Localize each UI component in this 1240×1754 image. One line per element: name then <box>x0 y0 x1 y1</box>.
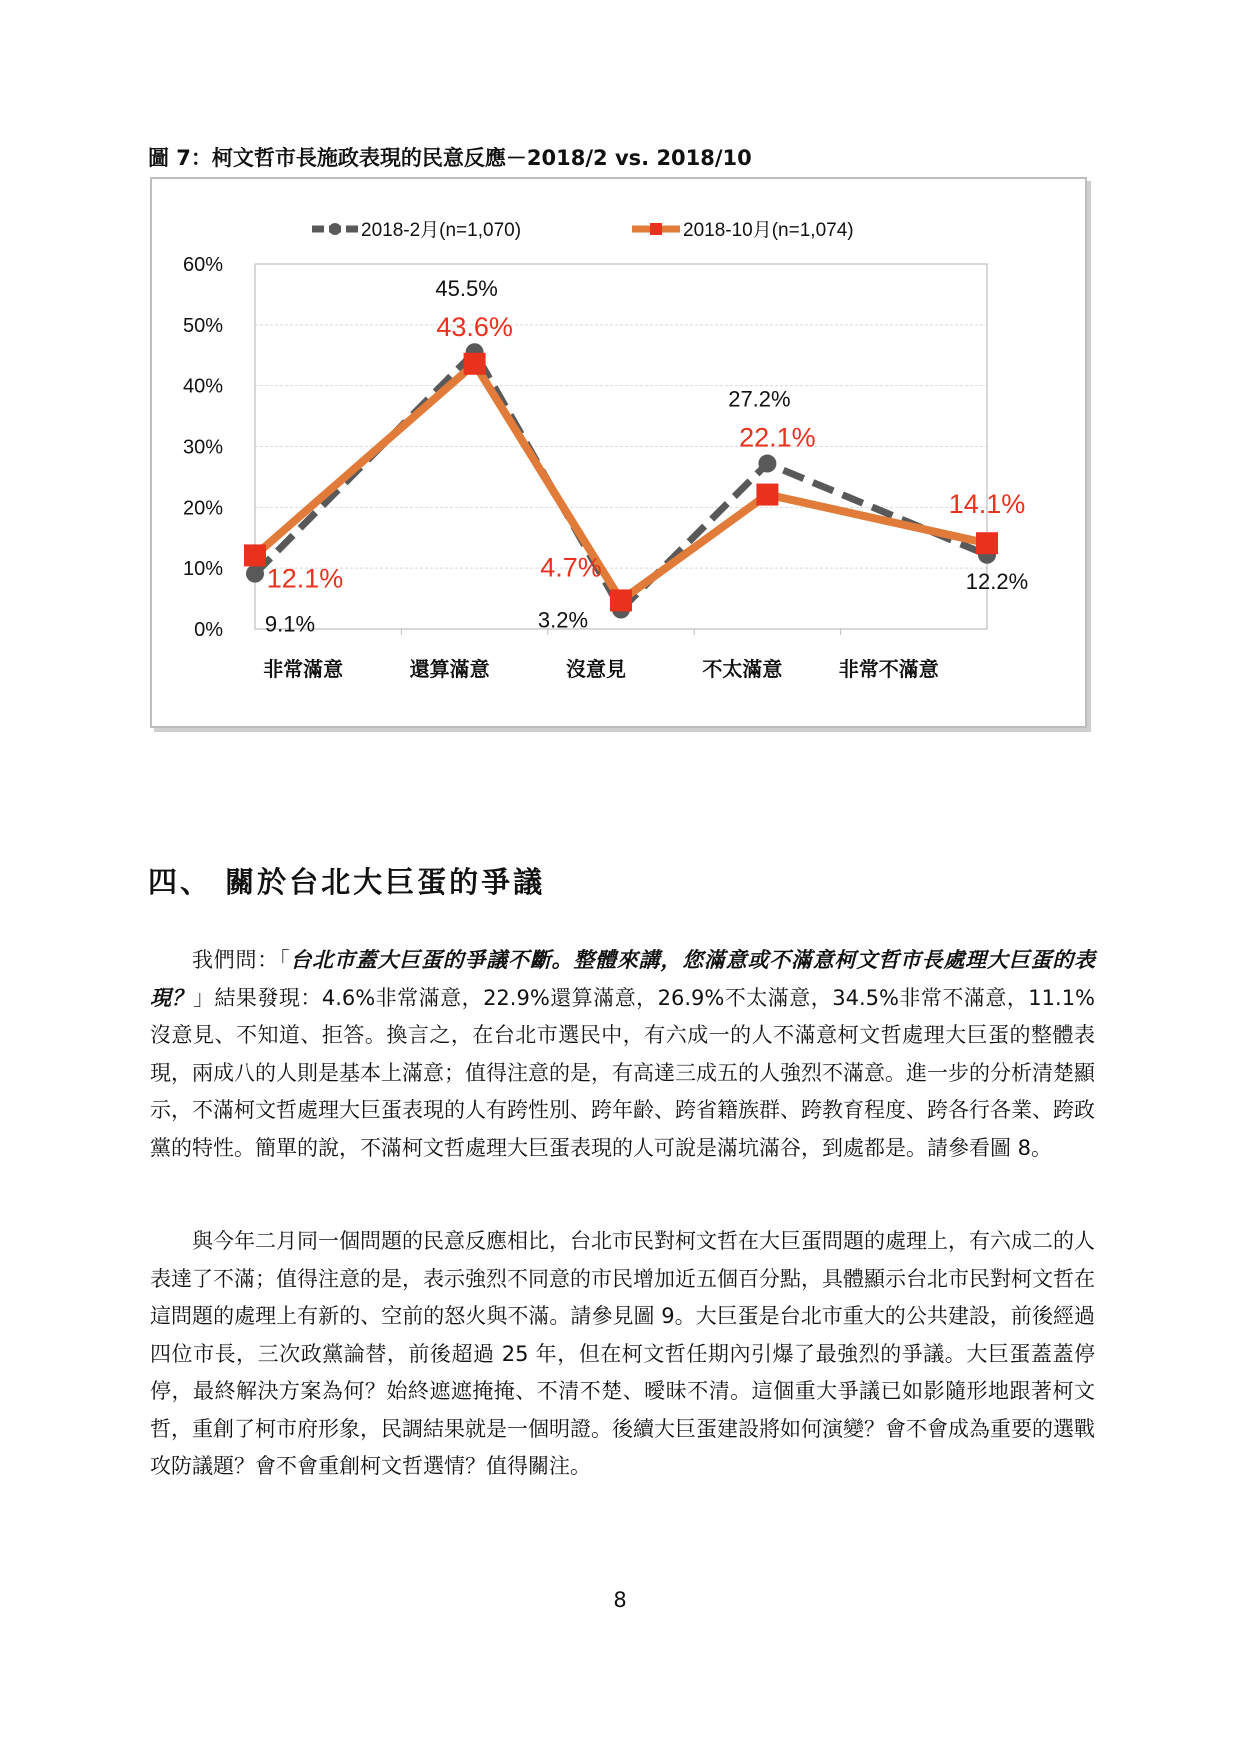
figure-title: 圖 7：柯文哲市長施政表現的民意反應－2018/2 vs. 2018/10 <box>148 146 752 170</box>
y-tick-label: 50% <box>182 314 223 337</box>
y-tick-label: 0% <box>194 619 223 641</box>
legend-label-series-2: 2018-10月(n=1,074) <box>683 220 854 241</box>
x-category-label: 沒意見 <box>566 659 626 681</box>
y-tick-label: 30% <box>182 436 223 459</box>
data-point-oct <box>244 544 266 566</box>
x-category-label: 還算滿意 <box>409 659 490 681</box>
series-line-feb <box>255 352 987 609</box>
series-line-oct <box>255 364 987 601</box>
y-tick-label: 60% <box>182 254 223 276</box>
y-tick-label: 20% <box>182 497 223 520</box>
data-label-feb: 12.2% <box>965 568 1029 594</box>
legend-marker-series-1 <box>329 223 341 235</box>
paragraph-1-prefix: 我們問：「 <box>192 948 291 972</box>
data-label-feb: 9.1% <box>264 611 316 637</box>
paragraph-1-body: 」結果發現：4.6%非常滿意，22.9%還算滿意，26.9%不太滿意，34.5%非常不滿意，11.1%沒意見、不知道、拒答。換言之，在台北市選民中，有六成一的人不滿意柯文哲處理大巨蛋的整體表現，兩成八的人則是基本上滿意；值得注意的是，有高達三成五的人強烈不滿意。進一步的分析清楚顯示，不滿柯文哲處理大巨蛋表現的人有跨性別、跨年齡、跨省籍族群、跨教育程度、跨各行各業、跨政黨的特性。簡單的說，不滿柯文哲處理大巨蛋表現的人可說是滿坑滿谷，到處都是。請參看圖 8。 <box>150 985 1096 1160</box>
data-label-oct: 22.1% <box>739 422 816 453</box>
data-point-oct <box>976 532 998 554</box>
survey-question-quote: 台北市蓋大巨蛋的爭議不斷。整體來講，您滿意或不滿意柯文哲市長處理大巨蛋的表現？ <box>150 948 1095 1010</box>
y-tick-label: 40% <box>182 375 223 398</box>
paragraph-2: 與今年二月同一個問題的民意反應相比，台北市民對柯文哲在大巨蛋問題的處理上，有六成二的人表達了不滿；值得注意的是，表示強烈不同意的市民增加近五個百分點，具體顯示台北市民對柯文哲在這問題的處理上有新的、空前的怒火與不滿。請參見圖 9。大巨蛋是台北市重大的公共建設，前後經過四位市長，三次政黨論替，前後超過 25 年，但在柯文哲任期內引爆了最強烈的爭議。大巨蛋蓋蓋停停，最終解決方案為何？始終遮遮掩掩、不清不楚、曖昧不清。這個重大爭議已如影隨形地跟著柯文哲，重創了柯市府形象，民調結果就是一個明證。後續大巨蛋建設將如何演變？會不會成為重要的選戰攻防議題？會不會重創柯文哲選情？值得關注。 <box>150 1229 1095 1478</box>
data-point-oct <box>464 353 486 375</box>
legend-marker-series-2 <box>650 223 662 235</box>
data-label-feb: 3.2% <box>537 607 589 633</box>
legend-label-series-1: 2018-2月(n=1,070) <box>361 220 522 241</box>
data-point-oct <box>756 484 778 506</box>
data-point-oct <box>610 589 632 611</box>
chart-frame <box>150 177 1087 728</box>
y-tick-label: 10% <box>182 558 223 581</box>
data-point-feb <box>758 455 776 473</box>
x-category-label: 非常不滿意 <box>838 659 939 681</box>
paragraph-1 <box>150 942 1095 1167</box>
data-label-oct: 12.1% <box>266 563 344 594</box>
page-number: 8 <box>613 1588 627 1612</box>
data-label-oct: 14.1% <box>948 489 1026 520</box>
x-category-label: 非常滿意 <box>263 659 344 681</box>
x-category-label: 不太滿意 <box>702 659 783 681</box>
data-label-oct: 43.6% <box>436 311 513 342</box>
line-chart <box>152 179 1085 726</box>
data-point-feb <box>246 565 264 583</box>
data-label-feb: 27.2% <box>728 386 791 412</box>
data-label-feb: 45.5% <box>435 276 498 302</box>
section-heading: 四、 關於台北大巨蛋的爭議 <box>148 865 546 899</box>
data-label-oct: 4.7% <box>540 552 602 583</box>
